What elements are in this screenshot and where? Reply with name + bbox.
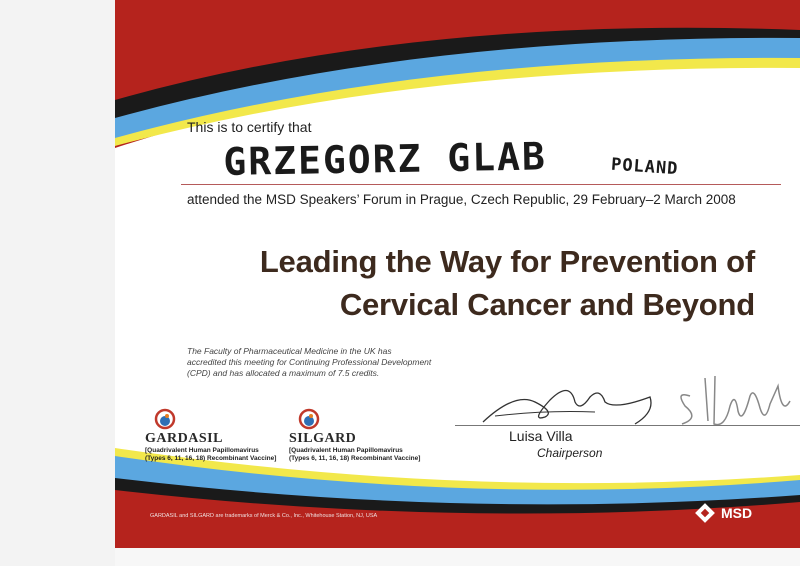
vaccine-logo-icon xyxy=(145,408,185,430)
msd-emblem-icon xyxy=(695,503,715,523)
name-underline xyxy=(181,184,781,185)
recipient-country-handwritten: POLAND xyxy=(610,154,680,180)
chairperson-signature xyxy=(475,372,665,432)
msd-logo xyxy=(695,503,752,523)
title-line-2: Cervical Cancer and Beyond xyxy=(339,287,755,322)
silgard-brand xyxy=(289,408,429,463)
gardasil-brand xyxy=(145,408,285,463)
brand-description: [Quadrivalent Human Papillomavirus (Types 6, 11, 16, 18) Recombinant Vaccine] xyxy=(145,447,277,462)
event-description: attended the MSD Speakers’ Forum in Prague, Czech Republic, 29 February–2 March 2008 xyxy=(187,192,736,207)
trademark-notice: GARDASIL and SILGARD are trademarks of Merck & Co., Inc., Whitehouse Station, NJ, USA xyxy=(150,513,378,519)
signature-line xyxy=(455,425,800,426)
vaccine-logo-icon xyxy=(289,408,329,430)
certificate-title xyxy=(195,240,755,326)
certificate xyxy=(115,0,800,548)
title-line-1: Leading the Way for Prevention of xyxy=(259,244,755,279)
brand-name: GARDASIL xyxy=(145,431,223,446)
brand-name: SILGARD xyxy=(289,431,357,446)
signer-name: Luisa Villa xyxy=(509,428,573,444)
certify-intro-text: This is to certify that xyxy=(187,119,312,135)
scan-margin xyxy=(0,0,115,566)
recipient-name-handwritten: GRZEGORZ GLAB xyxy=(223,134,548,184)
brand-description: [Quadrivalent Human Papillomavirus (Types 6, 11, 16, 18) Recombinant Vaccine] xyxy=(289,447,421,462)
accreditation-note: The Faculty of Pharmaceutical Medicine in the UK has accredited this meeting for Continuing Professional Development (CPD) and has allocated a maximum of 7.5 credits. xyxy=(187,346,432,378)
msd-wordmark: MSD xyxy=(721,505,753,521)
signer-role: Chairperson xyxy=(537,446,603,460)
